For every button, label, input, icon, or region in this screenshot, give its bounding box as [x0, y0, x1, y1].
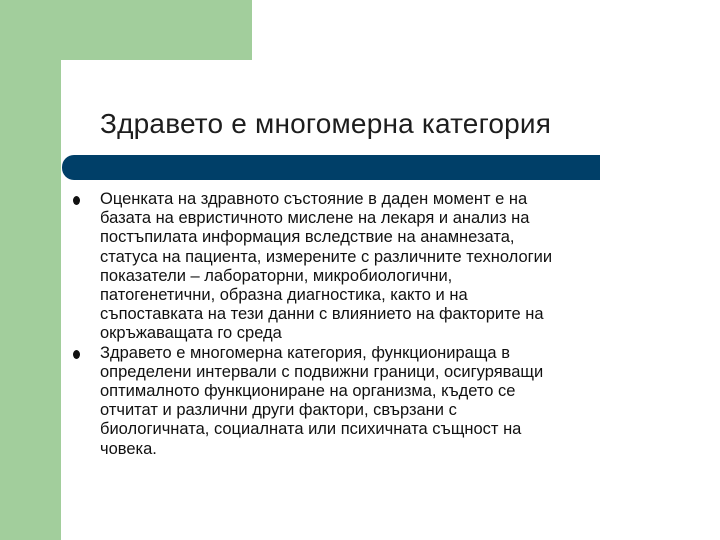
bullet-item-2: [70, 344, 670, 459]
bullet-item-1: [70, 190, 670, 344]
bullet-list: [70, 190, 670, 459]
decorative-green-left-band: [0, 0, 61, 540]
bullet-dot-icon: [73, 196, 80, 205]
bullet-text: Здравето е многомерна категория, функционираща в определени интервали с подвижни граници, осигуряващи оптималното функциониране на организма, където се отчитат и различни други фактори, свързани с биологичната, социалната или психичната същност на човека.: [100, 343, 544, 458]
slide-title: Здравето е многомерна категория: [100, 108, 552, 139]
bullet-dot-icon: [73, 350, 80, 359]
title-underline-bar: [62, 155, 600, 180]
bullet-text: Оценката на здравното състояние в даден момент е на базата на евристичното мислене на лекаря и анализ на постъпилата информация вследствие на анамнезата, статуса на пациента, измерените с различните технологии показатели – лабораторни, микробиологични, патогенетични, образна диагностика, както и на съпоставката на тези данни с влиянието на факторите на окръжаващата го среда: [100, 190, 553, 343]
